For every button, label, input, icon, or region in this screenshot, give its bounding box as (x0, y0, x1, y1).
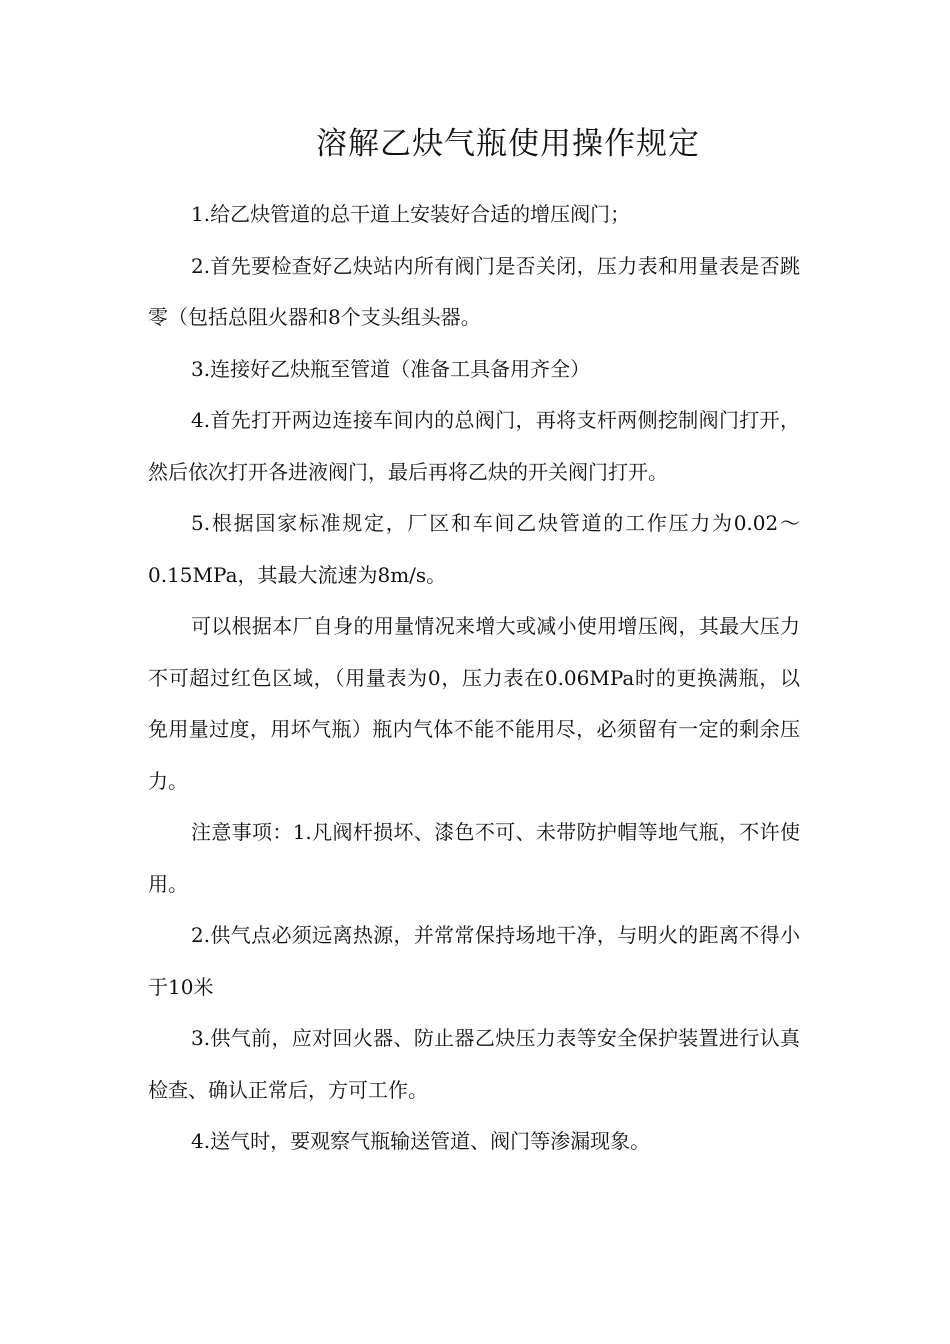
document-body (148, 189, 800, 1168)
paragraph-3: 3.连接好乙炔瓶至管道（准备工具备用齐全） (191, 356, 591, 381)
paragraph-notes-2: 2.供气点必须远离热源，并常常保持场地干净，与明火的距离不得小于10米 (148, 923, 800, 999)
paragraph-5: 5.根据国家标准规定，厂区和车间乙炔管道的工作压力为0.02～0.15MPa，其最大流速为8m/s。 (148, 511, 800, 587)
paragraph-1: 1.给乙炔管道的总干道上安装好合适的增压阀门； (191, 202, 631, 226)
paragraph-4: 4.首先打开两边连接车间内的总阀门，再将支杆两侧挖制阀门打开，然后依次打开各进液阀门，最后再将乙炔的开关阀门打开。 (148, 408, 800, 484)
paragraph-6: 可以根据本厂自身的用量情况来增大或减小使用增压阀，其最大压力不可超过红色区域，（用量表为0，压力表在0.06MPa时的更换满瓶，以免用量过度，用坏气瓶）瓶内气体不能不能用尽，必须留有一定的剩余压力。 (148, 614, 800, 793)
document-title: 溶解乙炔气瓶使用操作规定 (316, 126, 700, 162)
paragraph-notes-4: 4.送气时，要观察气瓶输送管道、阀门等渗漏现象。 (191, 1129, 651, 1153)
paragraph-notes-1: 注意事项：1.凡阀杆损坏、漆色不可、未带防护帽等地气瓶，不许使用。 (148, 820, 800, 896)
paragraph-notes-3: 3.供气前，应对回火器、防止器乙炔压力表等安全保护装置进行认真检查、确认正常后，方可工作。 (148, 1026, 800, 1102)
paragraph-2: 2.首先要检查好乙炔站内所有阀门是否关闭，压力表和用量表是否跳零（包括总阻火器和8个支头组头器。 (148, 253, 800, 329)
